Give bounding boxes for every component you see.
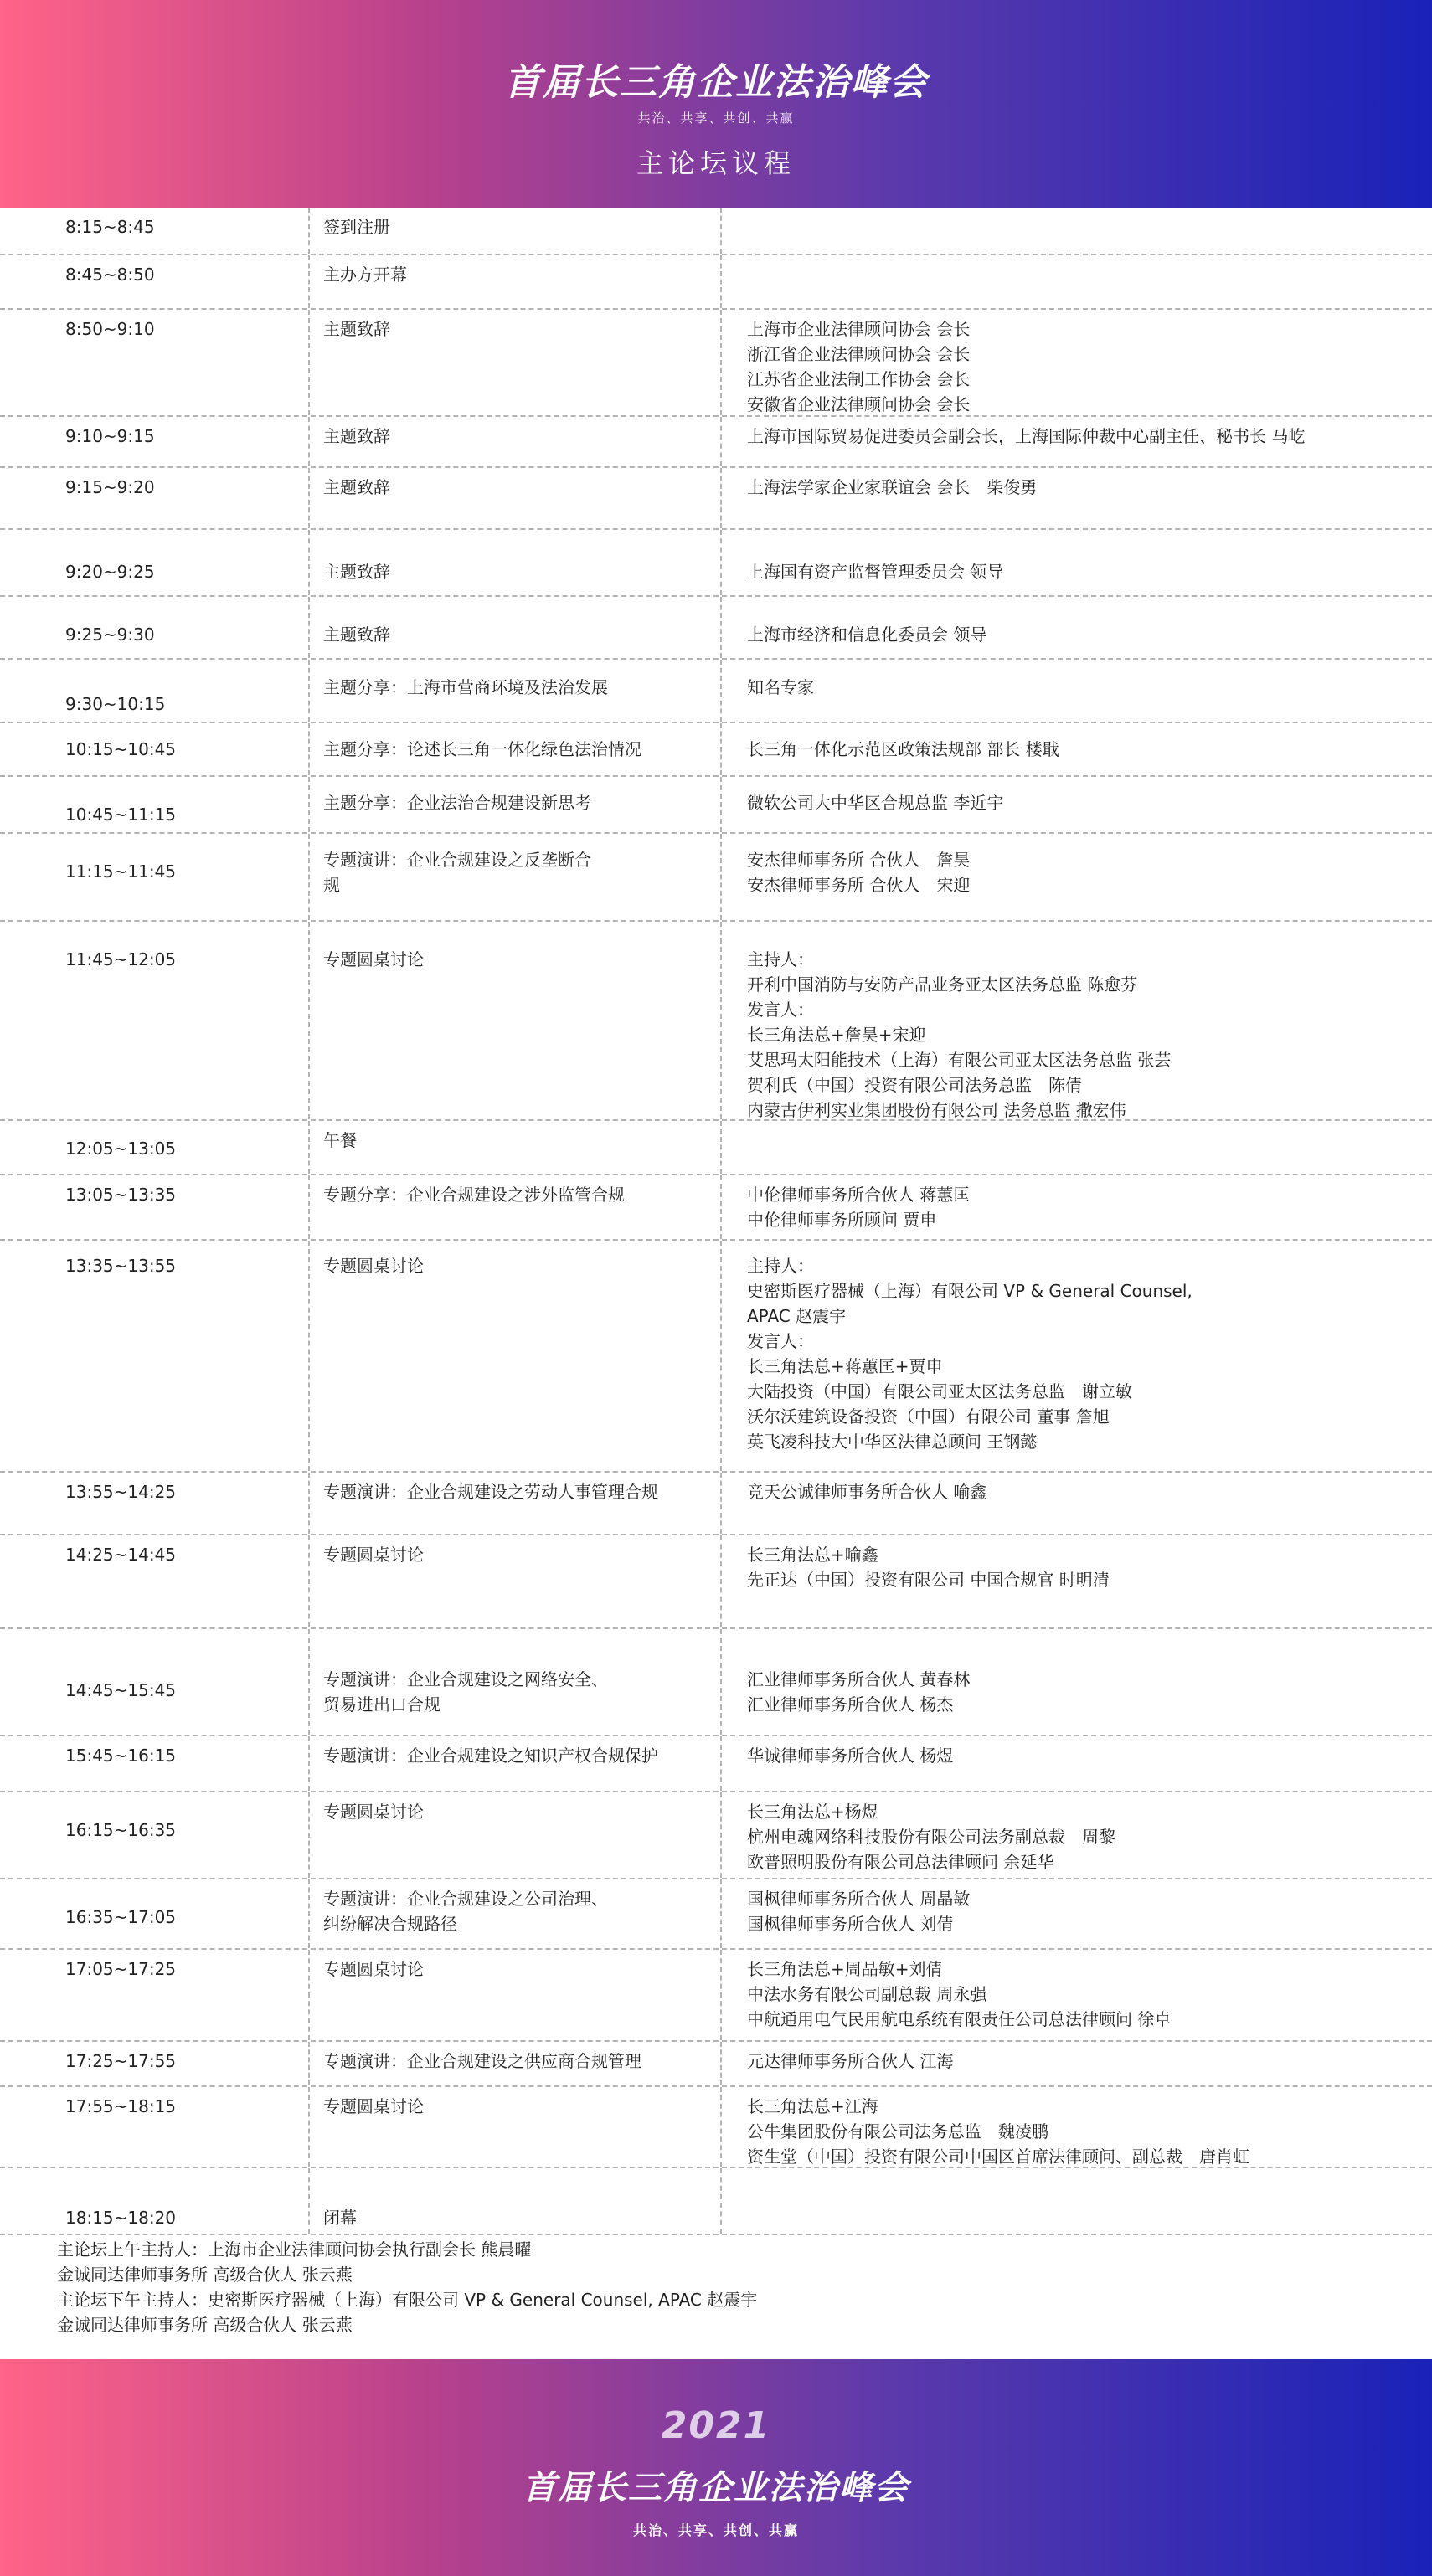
agenda-topic: 专题圆桌讨论 (308, 2087, 720, 2167)
hosts-line: 主论坛上午主持人：上海市企业法律顾问协会执行副会长 熊晨曜 (57, 2239, 532, 2260)
agenda-row (0, 1950, 1432, 2042)
agenda-topic: 午餐 (308, 1121, 720, 1174)
hosts-line: 主论坛下午主持人：史密斯医疗器械（上海）有限公司 VP & General Counsel, APAC 赵震宇 (57, 2290, 758, 2310)
agenda-speaker: 上海法学家企业家联谊会 会长 柴俊勇 (720, 468, 1432, 528)
agenda-speaker: 长三角法总+喻鑫 先正达（中国）投资有限公司 中国合规官 时明清 (720, 1535, 1432, 1627)
agenda-time: 18:15~18:20 (65, 2208, 177, 2228)
agenda-row (0, 1175, 1432, 1241)
page-title: 主论坛议程 (636, 147, 796, 179)
agenda-row (0, 660, 1432, 723)
agenda-row (0, 723, 1432, 777)
footer-year: 2021 (661, 2404, 771, 2447)
summit-slogan: 共治、共享、共创、共赢 (637, 111, 795, 126)
agenda-time: 13:35~13:55 (65, 1256, 177, 1276)
agenda-speaker: 长三角法总+周晶敏+刘倩 中法水务有限公司副总裁 周永强 中航通用电气民用航电系统有限责任公司总法律顾问 徐卓 (720, 1950, 1432, 2040)
agenda-row (0, 834, 1432, 922)
agenda-topic: 主题致辞 (308, 310, 720, 415)
agenda-speaker: 华诚律师事务所合伙人 杨煜 (720, 1736, 1432, 1791)
agenda-topic: 专题圆桌讨论 (308, 922, 720, 1119)
agenda-time: 14:25~14:45 (65, 1545, 177, 1565)
agenda-topic: 专题演讲：企业合规建设之知识产权合规保护 (308, 1736, 720, 1791)
agenda-speaker: 中伦律师事务所合伙人 蒋蕙匡 中伦律师事务所顾问 贾申 (720, 1175, 1432, 1239)
agenda-time: 17:05~17:25 (65, 1959, 177, 1979)
agenda-row (0, 530, 1432, 597)
agenda-row (0, 310, 1432, 417)
agenda-time: 8:45~8:50 (65, 265, 155, 285)
agenda-speaker: 微软公司大中华区合规总监 李近宇 (720, 777, 1432, 832)
agenda-topic: 签到注册 (308, 208, 720, 254)
agenda-speaker: 上海市企业法律顾问协会 会长 浙江省企业法律顾问协会 会长 江苏省企业法制工作协会 会长 安徽省企业法律顾问协会 会长 (720, 310, 1432, 415)
summit-title: 首届长三角企业法治峰会 (504, 61, 928, 104)
agenda-topic: 闭幕 (308, 2168, 720, 2234)
agenda-topic: 主题致辞 (308, 468, 720, 528)
agenda-speaker: 长三角法总+杨煜 杭州电魂网络科技股份有限公司法务副总裁 周黎 欧普照明股份有限公司总法律顾问 余延华 (720, 1792, 1432, 1878)
agenda-speaker: 汇业律师事务所合伙人 黄春林 汇业律师事务所合伙人 杨杰 (720, 1629, 1432, 1735)
agenda-topic: 专题圆桌讨论 (308, 1950, 720, 2040)
agenda-time: 9:15~9:20 (65, 477, 155, 497)
agenda-time: 13:55~14:25 (65, 1482, 177, 1502)
agenda-row (0, 1629, 1432, 1736)
agenda-speaker (720, 1121, 1432, 1174)
agenda-time: 16:15~16:35 (65, 1820, 177, 1840)
footer-title: 首届长三角企业法治峰会 (523, 2469, 909, 2507)
header-banner (0, 0, 1432, 208)
agenda-row (0, 1792, 1432, 1879)
agenda-row (0, 777, 1432, 834)
agenda-row (0, 468, 1432, 530)
agenda-row (0, 597, 1432, 660)
agenda-topic: 专题圆桌讨论 (308, 1241, 720, 1471)
agenda-row (0, 1535, 1432, 1629)
agenda-time: 11:15~11:45 (65, 861, 177, 882)
agenda-topic: 专题分享：企业合规建设之涉外监管合规 (308, 1175, 720, 1239)
agenda-speaker: 主持人： 史密斯医疗器械（上海）有限公司 VP & General Counsel, APAC 赵震宇 发言人： 长三角法总+蒋蕙匡+贾申 大陆投资（中国）有限公司亚太区法务总监 谢立敏 沃尔沃建筑设备投资（中国）有限公司 董事 詹旭 英飞凌科技大中华区法律总顾问 王钢懿 (720, 1241, 1432, 1471)
agenda-topic: 主题致辞 (308, 597, 720, 658)
agenda-speaker: 安杰律师事务所 合伙人 詹昊 安杰律师事务所 合伙人 宋迎 (720, 834, 1432, 920)
agenda-row (0, 2042, 1432, 2087)
agenda-speaker: 上海国有资产监督管理委员会 领导 (720, 530, 1432, 595)
agenda-row (0, 2087, 1432, 2168)
hosts-line: 金诚同达律师事务所 高级合伙人 张云燕 (57, 2315, 353, 2335)
footer-slogan: 共治、共享、共创、共赢 (632, 2522, 799, 2538)
agenda-time: 17:55~18:15 (65, 2096, 177, 2116)
agenda-row (0, 1121, 1432, 1175)
agenda-row (0, 2168, 1432, 2235)
agenda-time: 9:20~9:25 (65, 562, 155, 582)
agenda-time: 15:45~16:15 (65, 1746, 177, 1766)
agenda-topic: 专题圆桌讨论 (308, 1535, 720, 1627)
agenda-time: 9:25~9:30 (65, 625, 155, 645)
agenda-time: 10:45~11:15 (65, 805, 177, 825)
agenda-time: 10:15~10:45 (65, 739, 177, 759)
agenda-time: 17:25~17:55 (65, 2051, 177, 2071)
agenda-speaker: 国枫律师事务所合伙人 周晶敏 国枫律师事务所合伙人 刘倩 (720, 1879, 1432, 1948)
agenda-time: 13:05~13:35 (65, 1185, 177, 1205)
agenda-row (0, 1473, 1432, 1535)
agenda-speaker: 长三角一体化示范区政策法规部 部长 楼戢 (720, 723, 1432, 775)
agenda-time: 11:45~12:05 (65, 949, 177, 969)
agenda-topic: 主办方开幕 (308, 255, 720, 308)
agenda-time: 12:05~13:05 (65, 1139, 177, 1159)
agenda-speaker: 元达律师事务所合伙人 江海 (720, 2042, 1432, 2085)
agenda-topic: 主题致辞 (308, 417, 720, 466)
agenda-speaker: 竞天公诚律师事务所合伙人 喻鑫 (720, 1473, 1432, 1534)
agenda-time: 9:30~10:15 (65, 694, 166, 714)
agenda-time: 8:50~9:10 (65, 319, 155, 339)
agenda-speaker (720, 2168, 1432, 2234)
agenda-row (0, 208, 1432, 255)
agenda-row (0, 922, 1432, 1121)
agenda-topic: 专题演讲：企业合规建设之网络安全、 贸易进出口合规 (308, 1629, 720, 1735)
agenda-speaker: 上海市经济和信息化委员会 领导 (720, 597, 1432, 658)
agenda-speaker (720, 255, 1432, 308)
agenda-row (0, 255, 1432, 310)
agenda-time: 8:15~8:45 (65, 217, 155, 237)
agenda-time: 9:10~9:15 (65, 426, 155, 446)
agenda-time: 14:45~15:45 (65, 1680, 177, 1700)
agenda-topic: 主题分享：论述长三角一体化绿色法治情况 (308, 723, 720, 775)
agenda-topic: 专题演讲：企业合规建设之劳动人事管理合规 (308, 1473, 720, 1534)
agenda-time: 16:35~17:05 (65, 1907, 177, 1927)
agenda-speaker (720, 208, 1432, 254)
agenda-speaker: 主持人： 开利中国消防与安防产品业务亚太区法务总监 陈愈芬 发言人： 长三角法总+詹昊+宋迎 艾思玛太阳能技术（上海）有限公司亚太区法务总监 张芸 贺利氏（中国）投资有限公司法务总监 陈倩 内蒙古伊利实业集团股份有限公司 法务总监 撒宏伟 (720, 922, 1432, 1119)
agenda-speaker: 知名专家 (720, 660, 1432, 722)
hosts-line: 金诚同达律师事务所 高级合伙人 张云燕 (57, 2265, 353, 2285)
agenda-topic: 专题演讲：企业合规建设之公司治理、 纠纷解决合规路径 (308, 1879, 720, 1948)
agenda-row (0, 1736, 1432, 1792)
agenda-topic: 专题演讲：企业合规建设之供应商合规管理 (308, 2042, 720, 2085)
agenda-topic: 主题分享：企业法治合规建设新思考 (308, 777, 720, 832)
agenda-speaker: 长三角法总+江海 公牛集团股份有限公司法务总监 魏凌鹏 资生堂（中国）投资有限公司中国区首席法律顾问、副总裁 唐肖虹 (720, 2087, 1432, 2167)
agenda-row (0, 1241, 1432, 1473)
agenda-speaker: 上海市国际贸易促进委员会副会长，上海国际仲裁中心副主任、秘书长 马屹 (720, 417, 1432, 466)
agenda-topic: 专题圆桌讨论 (308, 1792, 720, 1878)
footer-banner (0, 2359, 1432, 2576)
agenda-row (0, 417, 1432, 468)
agenda-row (0, 1879, 1432, 1950)
hosts-note (57, 2237, 757, 2337)
agenda-topic: 专题演讲：企业合规建设之反垄断合 规 (308, 834, 720, 920)
agenda-topic: 主题分享：上海市营商环境及法治发展 (308, 660, 720, 722)
agenda-table (0, 208, 1432, 2235)
agenda-topic: 主题致辞 (308, 530, 720, 595)
